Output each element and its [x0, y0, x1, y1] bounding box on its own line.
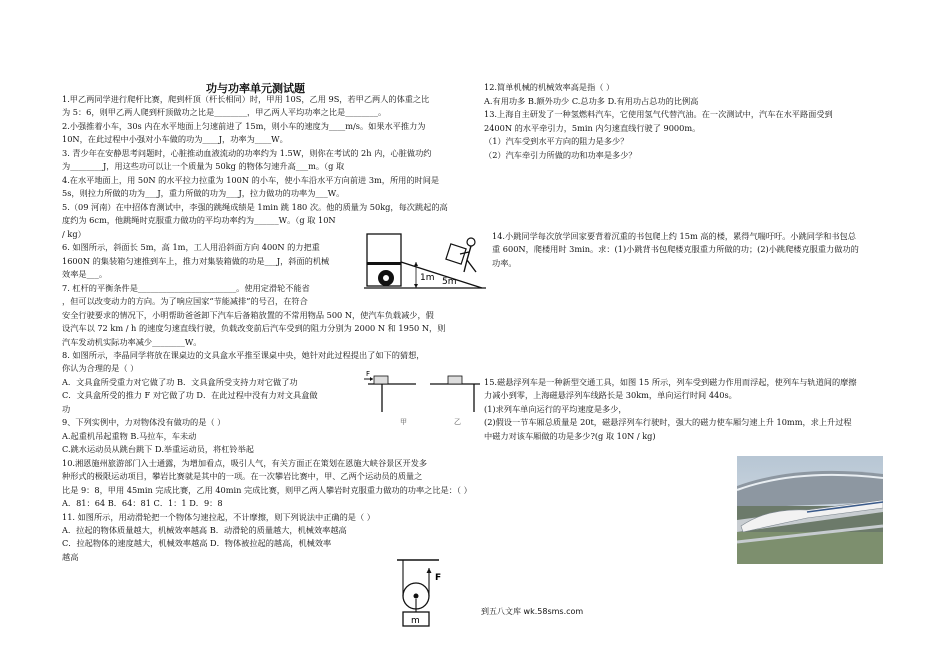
text-line: A．拉起的物体质量越大，机械效率越高 B．动滑轮的质量越大，机械效率越高	[62, 525, 347, 535]
text-line: 汽车发动机实际功率减少________W。	[62, 337, 202, 347]
text-line: 重 600N，爬楼用时 3min。求：(1)小跳背书包爬楼克服重力所做的功；(2)小跳爬楼克服重力做功的	[492, 244, 859, 254]
label-yi: 乙	[454, 418, 461, 426]
text-line: A.有用功多 B.额外功少 C.总功多 D.有用功占总功的比例高	[484, 96, 699, 106]
mass-label: m	[411, 616, 420, 626]
text-line: A．文具盒所受重力对它做了功 B．文具盒所受支持力对它做了功	[62, 377, 298, 387]
page-title: 功与功率单元测试题	[206, 82, 305, 95]
text-line: 设汽车以 72 km / h 的速度匀速直线行驶，负载改变前后汽车受到的阻力分别为 2000 N 和 1950 N，则	[62, 323, 446, 333]
text-line: 7. 杠杆的平衡条件是________________________。使用定滑轮不能省	[62, 283, 310, 293]
text-line: A．81：64 B．64：81 C．1：1 D．9：8	[62, 498, 223, 508]
text-line: 9、下列实例中，力对物体没有做功的是（ ）	[62, 417, 226, 427]
text-line: 14.小跳同学每次放学回家要背着沉重的书包爬上约 15m 高的楼，累得气喘吁吁。小跳同学和书包总	[492, 231, 856, 241]
text-line: 8. 如图所示，李晶同学将放在课桌边的文具盒水平推至课桌中央，她针对此过程提出了如下的猜想，	[62, 350, 425, 360]
text-line: 1.甲乙两同学进行爬杆比赛，爬到杆顶（杆长相同）时，甲用 10S，乙用 9S，若甲乙两人的体重之比	[62, 94, 430, 104]
text-line: 度约为 6cm，他跳绳时克服重力做功的平均功率约为______W。（g 取 10N	[62, 215, 336, 225]
text-line: 功	[62, 404, 71, 414]
text-line: 2.小强推着小车，30s 内在水平地面上匀速前进了 15m，则小车的速度为____m/s。如果水平推力为	[62, 121, 426, 131]
text-line: 1600N 的集装箱匀速推到车上，推力对集装箱做的功是___J，斜面的机械	[62, 256, 330, 266]
text-line: 6. 如图所示，斜面长 5m，高 1m，工人用沿斜面方向 400N 的力把重	[62, 242, 320, 252]
length-label: 5m	[442, 277, 457, 287]
text-line: 功率。	[492, 258, 517, 268]
text-line: 安全行驶要求的情况下，小明帮助爸爸卸下汽车后备箱放置的不常用物品 500 N，使汽车负载减少，假	[62, 310, 434, 320]
text-line: 力减小到零，上海磁悬浮列车线路长是 30km，单向运行时间 440s。	[484, 390, 737, 400]
text-line: （2）汽车牵引力所做的功和功率是多少？	[484, 150, 637, 160]
text-line: 13.上海自主研发了一种氢燃料汽车，它使用氢气代替汽油。在一次测试中，汽车在水平路面受到	[484, 109, 833, 119]
text-line: 15.磁悬浮列车是一种新型交通工具，如图 15 所示，列车受到磁力作用而浮起，使列车与轨道间的摩擦	[484, 377, 857, 387]
text-line: 比是 9：8，甲用 45min 完成比赛，乙用 40min 完成比赛，则甲乙两人攀岩时克服重力做功的功率之比是：（ ）	[62, 485, 472, 495]
footer-watermark: 到五八文库 wk.58sms.com	[481, 607, 584, 616]
text-line: C．拉起物体的速度越大，机械效率越高 D．物体被拉起的越高，机械效率	[62, 538, 332, 548]
text-line: 2400N 的水平牵引力，5min 内匀速直线行驶了 9000m。	[484, 123, 701, 133]
text-line: (1)求列车单向运行的平均速度是多少，	[484, 404, 627, 414]
text-line: 你认为合理的是（ ）	[62, 363, 139, 373]
text-line: 11. 如图所示，用动滑轮把一个物体匀速拉起，不计摩擦，则下列说法中正确的是（ ）	[62, 512, 375, 522]
text-line: 3. 青少年在安静思考问题时，心脏推动血液流动的功率约为 1.5W，则你在考试的 2h 内，心脏做功约	[62, 148, 432, 158]
text-line: ，但可以改变动力的方向。为了响应国家“节能减排”的号召，在符合	[62, 296, 308, 306]
text-line: C．文具盒所受的推力 F 对它做了功 D．在此过程中没有力对文具盒做	[62, 390, 318, 400]
incline-truck-figure	[364, 232, 488, 294]
label-jia: 甲	[400, 418, 407, 426]
text-line: 5.（09 河南）在中招体育测试中，李强的跳绳成绩是 1min 跳 180 次。他的质量为 50kg，每次跳起的高	[62, 202, 448, 212]
text-line: 10N，在此过程中小强对小车做的功为____J，功率为____W。	[62, 134, 288, 144]
force-label: F	[435, 573, 442, 583]
text-line: 12.简单机械的机械效率高是指（ ）	[484, 82, 615, 92]
text-line: 效率是___。	[62, 269, 108, 279]
text-line: （1）汽车受到水平方向的阻力是多少？	[484, 136, 629, 146]
text-line: 5s，则拉力所做的功为___J，重力所做的功为___J，拉力做功的功率为___W。	[62, 188, 345, 198]
text-line: 为________J，用这些功可以让一个质量为 50kg 的物体匀速升高___m。（g 取	[62, 161, 345, 171]
text-line: (2)假设一节车厢总质量是 20t，磁悬浮列车行驶时，强大的磁力使车厢匀速上升 10mm，求上升过程	[484, 417, 852, 427]
height-label: 1m	[420, 273, 435, 283]
text-line: 中磁力对该车厢做的功是多少?(g 取 10N / kg)	[484, 431, 656, 441]
movable-pulley-figure	[395, 558, 461, 630]
text-line: / kg）	[62, 229, 86, 239]
text-line: C.跳水运动员从跳台跳下 D.举重运动员，将杠铃举起	[62, 444, 254, 454]
desk-pencil-box-figure	[364, 370, 484, 428]
text-line: 越高	[62, 552, 79, 562]
text-line: 为 5：6，则甲乙两人爬到杆顶做功之比是________，甲乙两人平均功率之比是________。	[62, 107, 387, 117]
text-line: 10.湘恩施州旅游部门入士通露，为增加看点，吸引人气，有关方面正在策划在恩施大峡谷景区开发多	[62, 458, 428, 468]
text-line: A.起重机吊起重物 B.马拉车，车未动	[62, 431, 197, 441]
maglev-train-photo	[737, 456, 883, 564]
force-label: F	[366, 370, 371, 378]
text-line: 种形式的极限运动项目，攀岩比赛就是其中的一项。在一次攀岩比赛中，甲、乙两个运动员的质量之	[62, 471, 423, 481]
text-line: 4.在水平地面上，用 50N 的水平拉力拉重为 100N 的小车，使小车沿水平方向前进 3m，所用的时间是	[62, 175, 440, 185]
